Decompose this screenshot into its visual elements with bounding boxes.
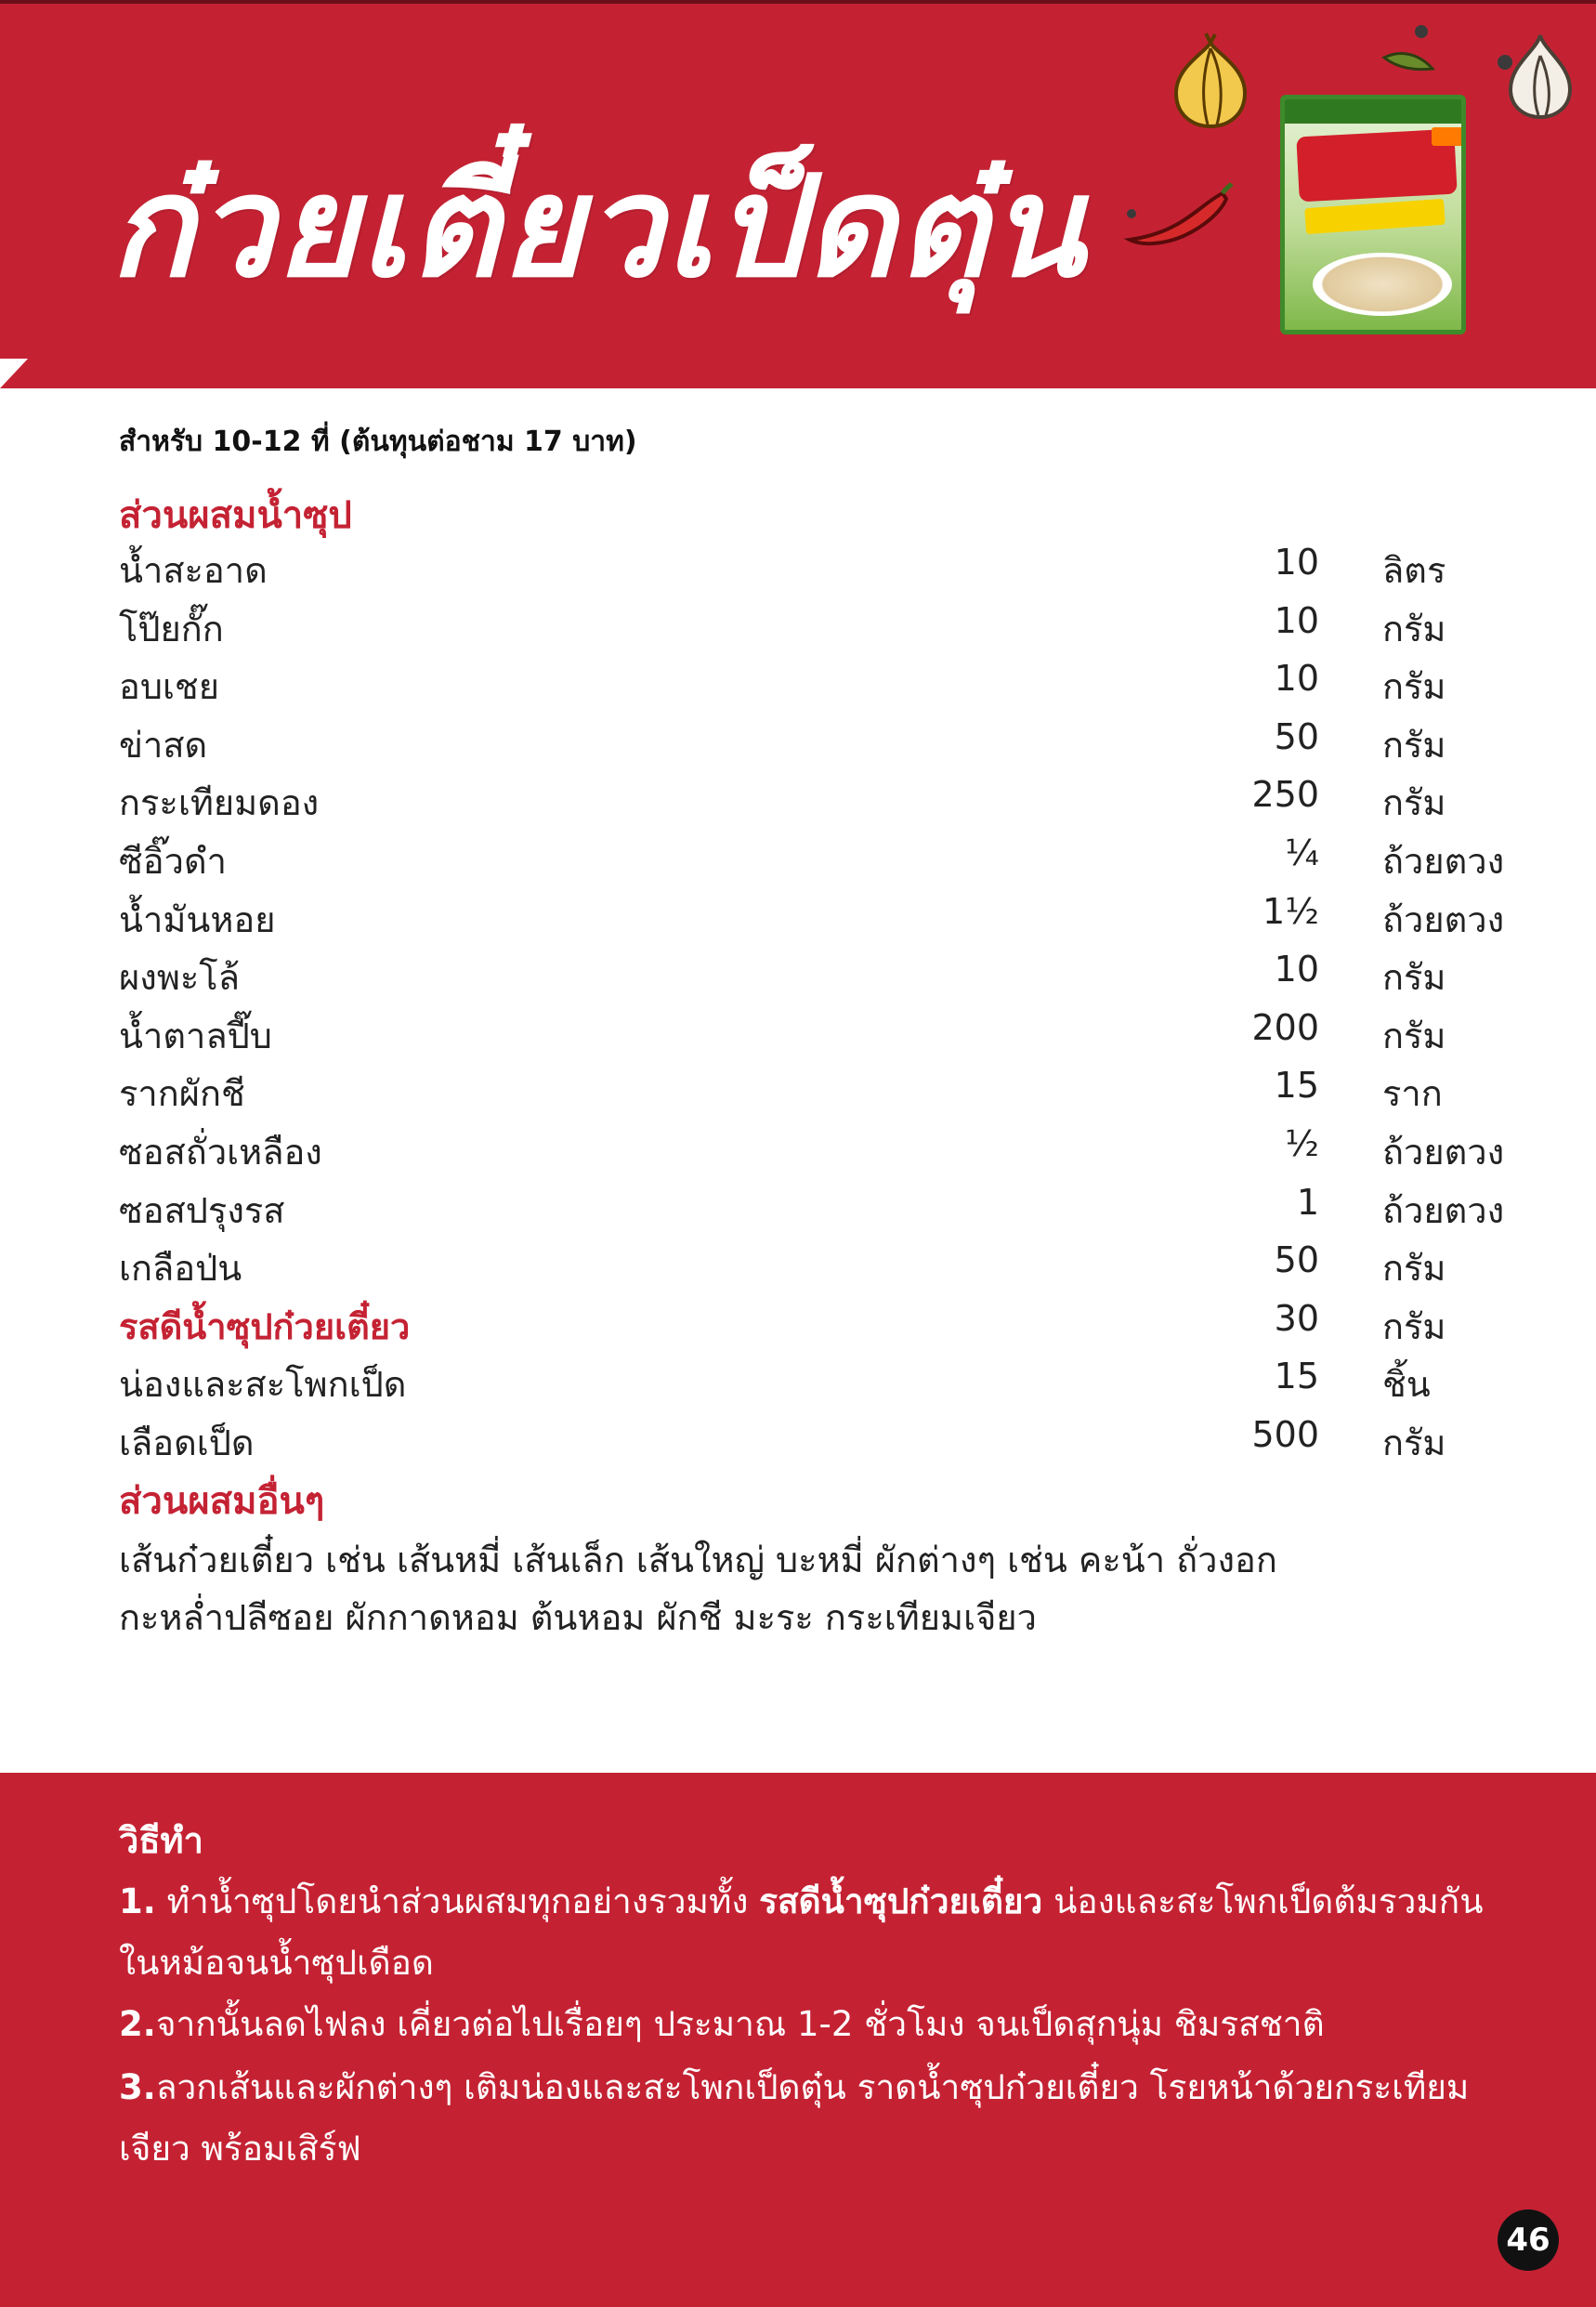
ingredient-name: ข่าสด	[119, 724, 208, 766]
ingredient-name: กระเทียมดอง	[119, 782, 320, 824]
onion-icon	[1159, 32, 1262, 134]
ingredient-unit: กรัม	[1382, 666, 1446, 708]
ingredient-row	[0, 1298, 1596, 1356]
ingredient-name: น้ำสะอาด	[119, 550, 268, 591]
ingredient-unit: กรัม	[1382, 957, 1446, 999]
step-number: 1.	[119, 1881, 156, 1921]
ingredient-name: น้ำตาลปี๊บ	[119, 1015, 272, 1056]
ingredient-unit: ลิตร	[1382, 550, 1446, 591]
ingredient-row	[0, 1356, 1596, 1413]
ingredient-row	[0, 600, 1596, 658]
ingredient-row	[0, 1414, 1596, 1472]
ingredient-quantity: 10	[1274, 949, 1319, 990]
ingredient-unit: กรัม	[1382, 608, 1446, 649]
ingredient-unit: กรัม	[1382, 1422, 1446, 1463]
header-notch	[0, 359, 28, 388]
ingredient-quantity: 15	[1274, 1065, 1319, 1107]
ingredient-name: รสดีน้ำซุปก๋วยเตี๋ยว	[119, 1305, 411, 1347]
ingredient-unit: ถ้วยตวง	[1382, 1189, 1505, 1231]
ingredient-name: โป๊ยกั๊ก	[119, 608, 224, 649]
step-text: น่องและสะโพกเป็ดต้มรวมกันในหม้อจนน้ำซุปเดือด	[119, 1881, 1484, 1983]
ingredient-row	[0, 1239, 1596, 1297]
ingredient-row	[0, 1065, 1596, 1122]
ingredient-unit: ถ้วยตวง	[1382, 841, 1505, 882]
step-bold-text: รสดีน้ำซุปก๋วยเตี๋ยว	[759, 1881, 1043, 1921]
chili-icon	[1122, 182, 1234, 256]
step-text: จากนั้นลดไฟลง เคี่ยวต่อไปเรื่อยๆ ประมาณ 1-2 ชั่วโมง จนเป็ดสุกนุ่ม ชิมรสชาติ	[155, 2004, 1325, 2044]
ingredient-name: น่องและสะโพกเป็ด	[119, 1364, 407, 1406]
ingredient-name: ซอสปรุงรส	[119, 1189, 285, 1231]
ingredient-row	[0, 832, 1596, 890]
method-heading: วิธีทำ	[119, 1820, 203, 1861]
ingredient-row	[0, 1182, 1596, 1239]
ingredient-unit: ชิ้น	[1382, 1364, 1431, 1406]
others-heading: ส่วนผสมอื่นๆ	[119, 1480, 325, 1523]
ingredient-quantity: 10	[1274, 658, 1319, 700]
ingredient-quantity: 500	[1251, 1414, 1319, 1455]
ingredient-unit: ถ้วยตวง	[1382, 898, 1505, 940]
garlic-icon	[1503, 28, 1577, 121]
step-number: 2.	[119, 2004, 156, 2044]
method-step	[119, 1994, 1512, 2055]
method-panel	[0, 1773, 1596, 2307]
ingredient-quantity: 1	[1296, 1181, 1319, 1223]
ingredient-quantity: 30	[1274, 1297, 1319, 1339]
ingredient-name: ซีอิ๊วดำ	[119, 841, 227, 882]
ingredient-unit: ราก	[1382, 1073, 1443, 1115]
page-number: 46	[1498, 2209, 1559, 2271]
step-number: 3.	[119, 2067, 156, 2107]
ingredient-unit: ถ้วยตวง	[1382, 1132, 1505, 1173]
step-text: ทำน้ำซุปโดยนำส่วนผสมทุกอย่างรวมทั้ง	[155, 1881, 760, 1921]
broth-heading: ส่วนผสมน้ำซุป	[119, 494, 352, 537]
step-text: ลวกเส้นและผักต่างๆ เติมน่องและสะโพกเป็ดตุ๋น ราดน้ำซุปก๋วยเตี๋ยว โรยหน้าด้วยกระเทียมเจียว พร้อมเสิร์ฟ	[119, 2067, 1470, 2169]
ingredient-quantity: 15	[1274, 1356, 1319, 1397]
pepper-dots-icon	[1375, 20, 1524, 76]
ingredient-name: น้ำมันหอย	[119, 898, 276, 940]
page-title: ก๋วยเตี๋ยวเป็ดตุ๋น	[110, 145, 1087, 308]
ingredient-quantity: 250	[1251, 774, 1319, 816]
ingredient-quantity: 1½	[1262, 890, 1319, 932]
ingredient-quantity: 10	[1274, 599, 1319, 641]
ingredient-name: ผงพะโล้	[119, 957, 240, 999]
ingredient-row	[0, 1123, 1596, 1181]
ingredient-row	[0, 542, 1596, 599]
ingredient-row	[0, 658, 1596, 715]
ingredient-row	[0, 891, 1596, 949]
others-text: เส้นก๋วยเตี๋ยว เช่น เส้นหมี่ เส้นเล็ก เส้นใหญ่ บะหมี่ ผักต่างๆ เช่น คะน้า ถั่วงอก กะหล่ำปลีซอย ผักกาดหอม ต้นหอม ผักชี มะระ กระเทียมเจียว	[119, 1540, 1277, 1638]
ingredient-name: ซอสถั่วเหลือง	[119, 1132, 322, 1173]
ingredient-row	[0, 949, 1596, 1006]
ingredient-quantity: ¼	[1285, 832, 1319, 873]
method-step	[119, 1871, 1512, 1994]
ingredient-unit: กรัม	[1382, 782, 1446, 824]
ingredient-name: รากผักชี	[119, 1073, 245, 1115]
ingredient-quantity: 200	[1251, 1006, 1319, 1048]
ingredient-name: อบเชย	[119, 666, 219, 708]
ingredient-unit: กรัม	[1382, 1305, 1446, 1347]
product-pack-image	[1280, 95, 1466, 334]
serving-info: สำหรับ 10-12 ที่ (ต้นทุนต่อชาม 17 บาท)	[119, 426, 637, 458]
ingredient-row	[0, 774, 1596, 832]
ingredient-name: เลือดเป็ด	[119, 1422, 255, 1463]
ingredient-quantity: 50	[1274, 1239, 1319, 1281]
ingredient-row	[0, 1007, 1596, 1065]
ingredient-unit: กรัม	[1382, 1015, 1446, 1056]
ingredient-name: เกลือป่น	[119, 1248, 242, 1290]
ingredient-quantity: ½	[1285, 1123, 1319, 1164]
ingredient-quantity: 50	[1274, 715, 1319, 757]
ingredient-unit: กรัม	[1382, 1248, 1446, 1290]
method-step	[119, 2057, 1512, 2180]
ingredient-quantity: 10	[1274, 542, 1319, 583]
ingredient-unit: กรัม	[1382, 724, 1446, 766]
ingredient-row	[0, 716, 1596, 774]
header-banner	[0, 0, 1596, 388]
